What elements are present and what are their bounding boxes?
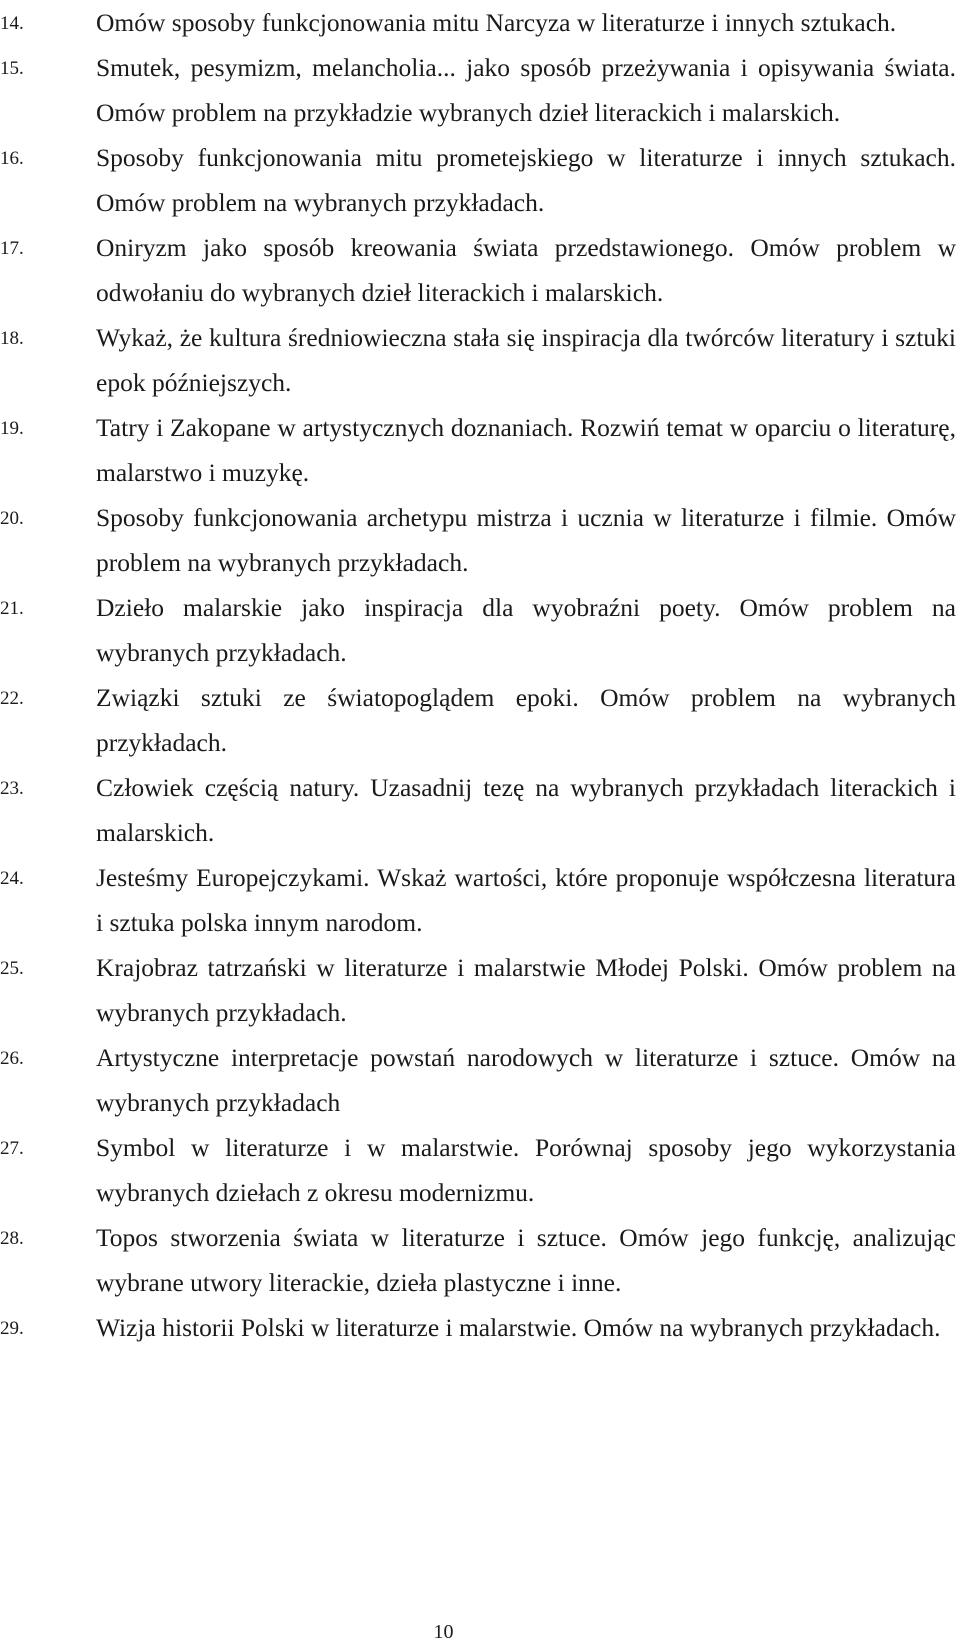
topic-text: Wizja historii Polski w literaturze i malarstwie. Omów na wybranych przykładach. [96, 1313, 941, 1342]
list-item [0, 1305, 960, 1350]
list-item [0, 1215, 960, 1305]
list-item [0, 495, 960, 585]
page-number: 10 [433, 1621, 454, 1643]
list-item [0, 675, 960, 765]
list-item [0, 0, 960, 45]
topic-text: Smutek, pesymizm, melancholia... jako sposób przeżywania i opisywania świata. Omów problem na przykładzie wybranych dzieł literackich i malarskich. [96, 53, 956, 127]
topic-number: 18. [0, 328, 24, 349]
list-item [0, 945, 960, 1035]
topic-text: Symbol w literaturze i w malarstwie. Porównaj sposoby jego wykorzystania wybranych dziełach z okresu modernizmu. [96, 1133, 956, 1207]
list-item [0, 765, 960, 855]
topic-number: 24. [0, 868, 24, 889]
topic-number: 20. [0, 508, 24, 529]
list-item [0, 225, 960, 315]
topic-text: Dzieło malarskie jako inspiracja dla wyobraźni poety. Omów problem na wybranych przykładach. [96, 593, 956, 667]
topic-number: 17. [0, 238, 24, 259]
list-item [0, 1125, 960, 1215]
topic-number: 19. [0, 418, 24, 439]
topic-number: 15. [0, 58, 24, 79]
topic-text: Artystyczne interpretacje powstań narodowych w literaturze i sztuce. Omów na wybranych przykładach [96, 1043, 956, 1117]
topic-number: 26. [0, 1048, 24, 1069]
topic-number: 25. [0, 958, 24, 979]
topic-number: 16. [0, 148, 24, 169]
list-item [0, 585, 960, 675]
topic-text: Jesteśmy Europejczykami. Wskaż wartości, które proponuje współczesna literatura i sztuka polska innym narodom. [96, 863, 956, 937]
list-item [0, 315, 960, 405]
topic-text: Oniryzm jako sposób kreowania świata przedstawionego. Omów problem w odwołaniu do wybranych dzieł literackich i malarskich. [96, 233, 956, 307]
topic-text: Tatry i Zakopane w artystycznych doznaniach. Rozwiń temat w oparciu o literaturę, malarstwo i muzykę. [96, 413, 956, 487]
topic-number: 29. [0, 1318, 24, 1339]
topic-number: 14. [0, 13, 24, 34]
topic-text: Omów sposoby funkcjonowania mitu Narcyza w literaturze i innych sztukach. [96, 8, 897, 37]
list-item [0, 135, 960, 225]
topic-text: Związki sztuki ze światopoglądem epoki. Omów problem na wybranych przykładach. [96, 683, 956, 757]
topic-text: Sposoby funkcjonowania archetypu mistrza i ucznia w literaturze i filmie. Omów problem na wybranych przykładach. [96, 503, 956, 577]
list-item [0, 855, 960, 945]
topic-text: Człowiek częścią natury. Uzasadnij tezę na wybranych przykładach literackich i malarskich. [96, 773, 956, 847]
topic-number: 27. [0, 1138, 24, 1159]
topic-text: Topos stworzenia świata w literaturze i sztuce. Omów jego funkcję, analizując wybrane utwory literackie, dzieła plastyczne i inne. [96, 1223, 956, 1297]
topic-number: 28. [0, 1228, 24, 1249]
topic-text: Krajobraz tatrzański w literaturze i malarstwie Młodej Polski. Omów problem na wybranych przykładach. [96, 953, 956, 1027]
list-item [0, 405, 960, 495]
topic-text: Sposoby funkcjonowania mitu prometejskiego w literaturze i innych sztukach. Omów problem na wybranych przykładach. [96, 143, 956, 217]
topic-text: Wykaż, że kultura średniowieczna stała się inspiracja dla twórców literatury i sztuki epok późniejszych. [96, 323, 956, 397]
topic-number: 23. [0, 778, 24, 799]
topic-number: 21. [0, 598, 24, 619]
topic-number: 22. [0, 688, 24, 709]
list-item [0, 1035, 960, 1125]
list-item [0, 45, 960, 135]
